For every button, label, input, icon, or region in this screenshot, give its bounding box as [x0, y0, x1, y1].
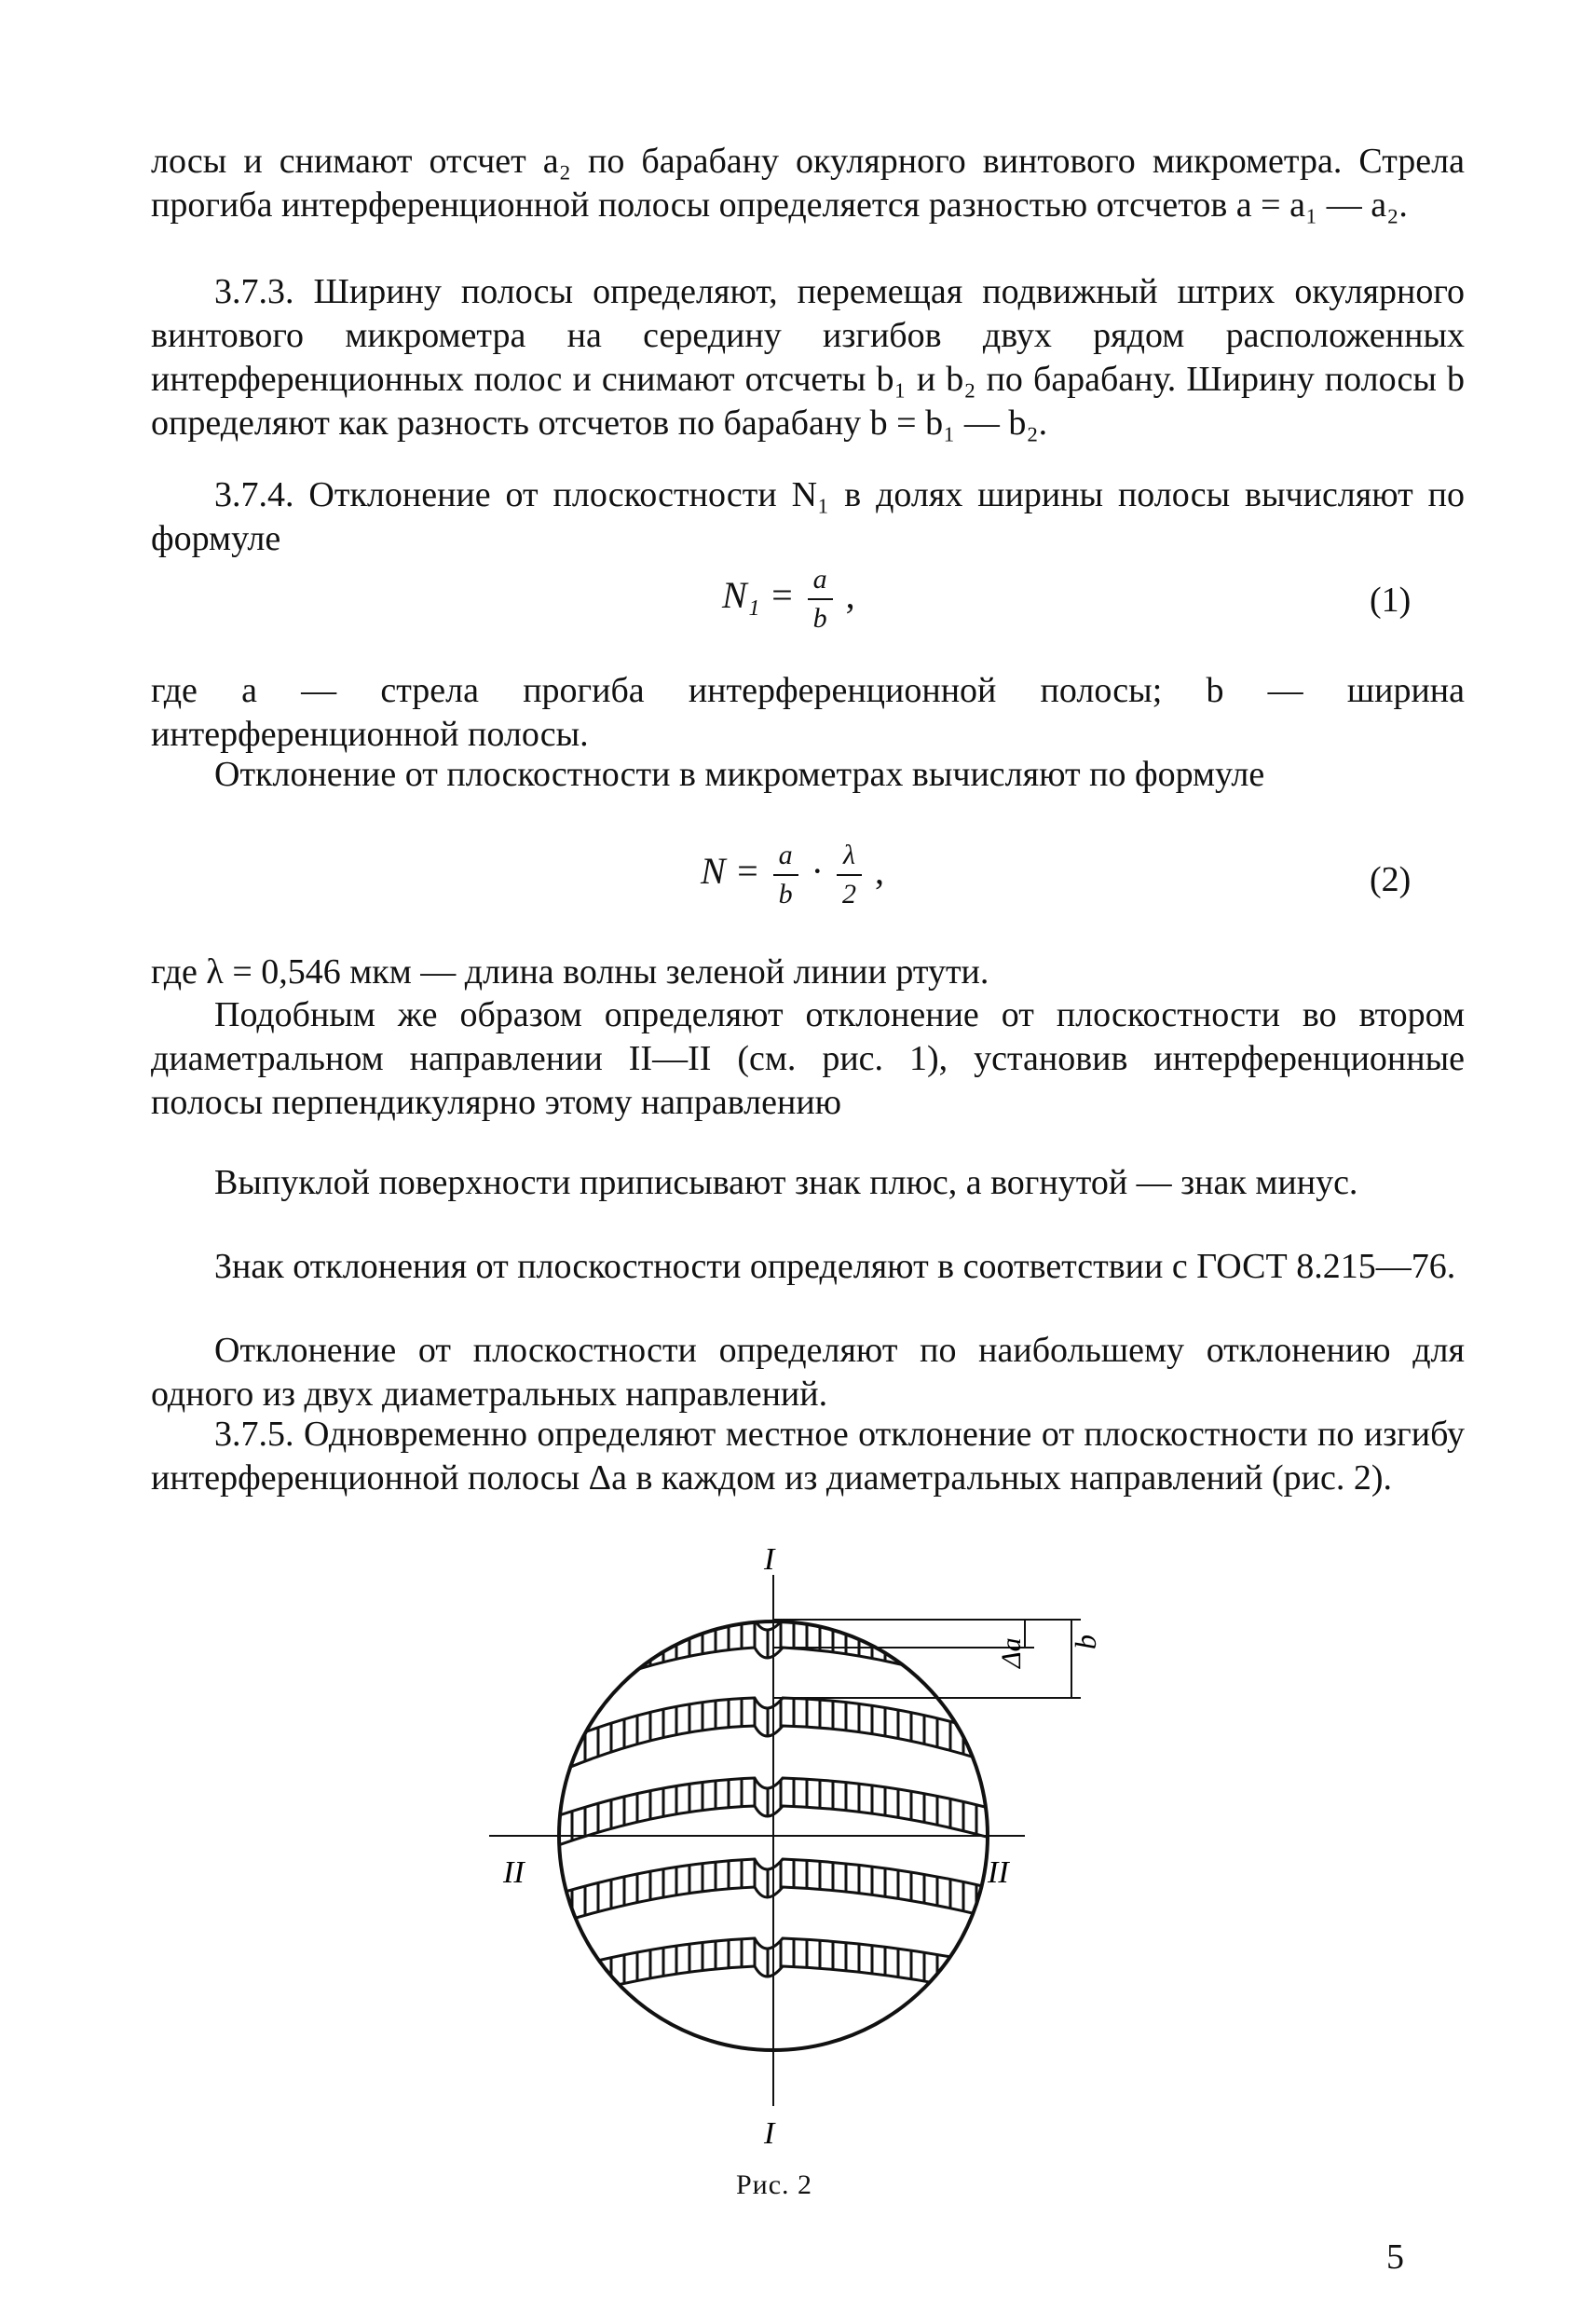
paragraph-lambda: где λ = 0,546 мкм — длина волны зеленой линии ртути. [151, 952, 989, 992]
label-axis-left: II [503, 1855, 525, 1890]
paragraph-micrometers: Отклонение от плоскостности в микрометрах вычисляют по формуле [214, 755, 1265, 794]
paragraph-gost: Знак отклонения от плоскостности определяют в соответствии с ГОСТ 8.215—76. [214, 1247, 1456, 1286]
label-axis-top: I [764, 1542, 775, 1577]
formula-2-numerator-2: λ [837, 837, 862, 876]
formula-1 [722, 561, 855, 637]
label-axis-right: II [988, 1855, 1009, 1890]
formula-2-fraction-2 [837, 837, 862, 913]
equation-number-2: (2) [1370, 860, 1412, 899]
formula-2-fraction-1 [773, 837, 798, 913]
label-axis-bottom: I [764, 2116, 775, 2151]
page-number: 5 [1386, 2237, 1404, 2277]
paragraph-sign-convention: Выпуклой поверхности приписывают знак плюс, а вогнутой — знак минус. [214, 1163, 1358, 1202]
formula-2-comma: , [875, 850, 884, 893]
formula-2-dot: · [811, 850, 824, 893]
formula-1-comma: , [845, 574, 855, 617]
paragraph-where-a-b: где a — стрела прогиба интерференционной полосы; b — ширина интерференционной полосы. [151, 671, 1465, 754]
formula-1-denominator: b [812, 603, 827, 634]
formula-1-numerator: a [808, 561, 833, 600]
paragraph-3-7-5: 3.7.5. Одновременно определяют местное отклонение от плоскостности по изгибу интерференционной полосы Δa в каждом из диаметральных направлений (рис. 2). [151, 1415, 1465, 1498]
paragraph-largest-deviation: Отклонение от плоскостности определяют по наибольшему отклонению для одного из двух диаметральных направлений. [151, 1331, 1465, 1414]
formula-2-denominator-1: b [778, 879, 793, 910]
paragraph-second-direction: Подобным же образом определяют отклонение от плоскостности во втором диаметральном направлении II—II (см. рис. 1), установив интерференционные полосы перпендикулярно этому направлению [151, 995, 1465, 1122]
formula-2 [701, 837, 884, 913]
paragraph-3-7-3: 3.7.3. Ширину полосы определяют, перемещая подвижный штрих окулярного винтового микрометра на середину изгибов двух рядом расположенных интерференционных полос и снимают отсчеты b₁ и b₂ по барабану. Ширину полосы b определяют как разность отсчетов по барабану b = b₁ — b₂. [151, 272, 1465, 443]
formula-1-lhs: N₁ = [722, 574, 795, 617]
label-b: b [1069, 1635, 1102, 1649]
figure-2-diagram [466, 1538, 1137, 2153]
formula-1-fraction [808, 561, 833, 637]
formula-2-numerator-1: a [773, 837, 798, 876]
label-delta-a: Δa [996, 1637, 1027, 1668]
formula-2-denominator-2: 2 [842, 879, 856, 910]
equation-number-1: (1) [1370, 581, 1412, 620]
paragraph-3-7-4: 3.7.4. Отклонение от плоскостности N₁ в долях ширины полосы вычисляют по формуле [151, 475, 1465, 558]
figure-caption: Рис. 2 [736, 2169, 813, 2200]
formula-2-lhs: N = [701, 850, 760, 893]
paragraph-continuation: лосы и снимают отсчет a₂ по барабану окулярного винтового микрометра. Стрела прогиба интерференционной полосы определяется разностью отсчетов a = a₁ — a₂. [151, 142, 1465, 225]
